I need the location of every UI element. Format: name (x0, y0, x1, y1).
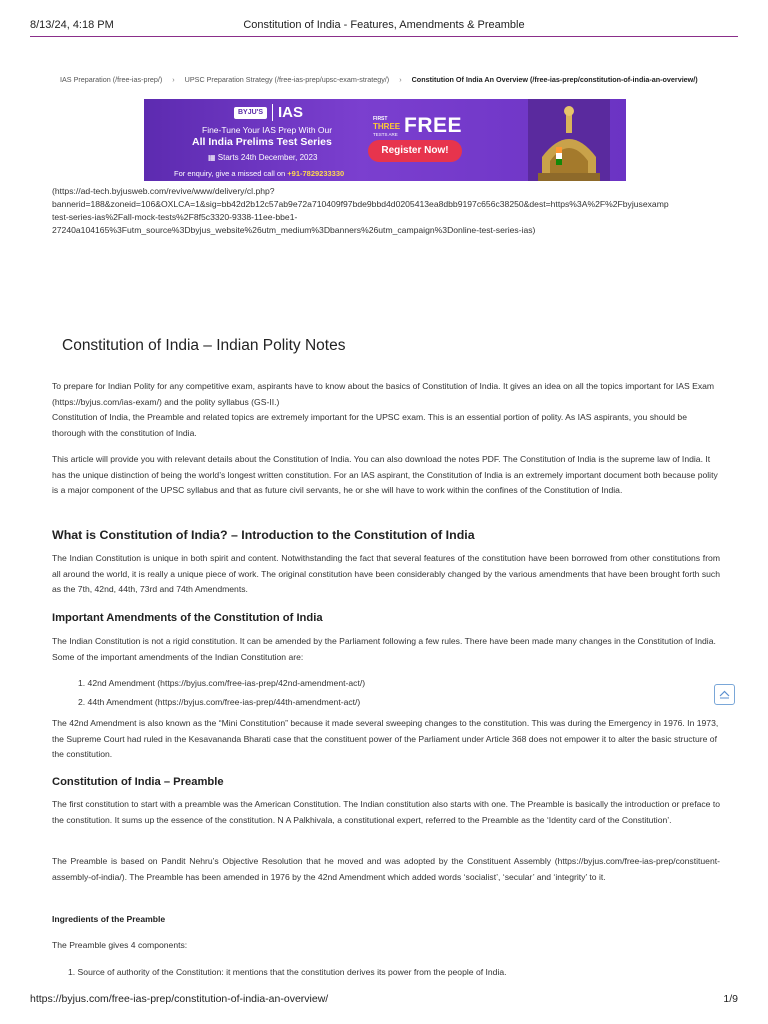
calendar-icon: ▦ (208, 153, 218, 162)
banner-logo (234, 104, 303, 121)
banner-phone: +91-7829233330 (287, 169, 345, 178)
intro-section (52, 379, 720, 441)
banner-tagline: Fine-Tune Your IAS Prep With Our (202, 125, 333, 135)
header-divider (30, 36, 738, 37)
byjus-logo: BYJU'S (234, 107, 267, 119)
preamble-paragraph-2: The Preamble is based on Pandit Nehru’s Objective Resolution that he moved and was adopted by the Constituent Assembly (https://byjus.com/free-ias-prep/constituent-assembly-of-india/). The Preamble has been amended in 1976 by the 42nd Amendment which added words ‘socialist’, ‘secular’ and ‘integrity’ to it. (52, 856, 720, 882)
what-is-constitution-paragraph: The Indian Constitution is unique in both spirit and content. Notwithstanding the fact that several features of the constitution have been borrowed from other constitutions from all around the world, it is really a unique piece of work. The original constitution have been considerably changed by the various amendments that have been brought forth such as the 7th, 42nd, 44th, 73rd and 74th Amendments. (52, 553, 720, 595)
banner-tests-label: TESTS ARE (373, 132, 398, 137)
chevron-up-icon (715, 685, 734, 704)
banner-first-label: FIRST (373, 116, 388, 122)
breadcrumb (60, 75, 698, 84)
ad-banner[interactable] (144, 99, 626, 181)
footer-url: https://byjus.com/free-ias-prep/constitution-of-india-an-overview/ (30, 993, 329, 1005)
article-title: Constitution of India – Indian Polity Notes (62, 337, 346, 354)
ingredients-list (68, 963, 507, 982)
breadcrumb-separator: › (172, 75, 175, 84)
page-number: 1/9 (723, 993, 738, 1005)
list-item[interactable]: 2. 44th Amendment (https://byjus.com/free-ias-prep/44th-amendment-act/) (78, 697, 361, 707)
intro-paragraph-2: Constitution of India, the Preamble and related topics are extremely important for the UPSC exam. This is an essential portion of polity. As IAS aspirants, you should be thorough with the constitution of India. (52, 412, 687, 438)
list-item[interactable]: 1. 42nd Amendment (https://byjus.com/free-ias-prep/42nd-amendment-act/) (78, 678, 366, 688)
ingredients-heading: Ingredients of the Preamble (52, 914, 166, 924)
amendments-paragraph: The Indian Constitution is not a rigid constitution. It can be amended by the Parliament following a few rules. There have been made many changes in the Constitution of India. Some of the important amendments of the Indian Constitution are: (52, 636, 716, 662)
preamble-heading: Constitution of India – Preamble (52, 776, 224, 788)
amendments-list (78, 674, 365, 712)
banner-headline: All India Prelims Test Series (192, 136, 332, 148)
list-item: 1. Source of authority of the Constitution: it mentions that the constitution derives its power from the people of India. (68, 967, 507, 977)
breadcrumb-separator: › (399, 75, 402, 84)
scroll-to-top-button[interactable] (714, 684, 735, 705)
breadcrumb-item-upsc-strategy[interactable]: UPSC Preparation Strategy (/free-ias-prep/upsc-exam-strategy/) (184, 75, 390, 84)
breadcrumb-current[interactable]: Constitution Of India An Overview (/free-ias-prep/constitution-of-india-an-overview/) (411, 75, 698, 84)
intro-paragraph-3: This article will provide you with relevant details about the Constitution of India. You can also download the notes PDF. The Constitution of India is the supreme law of India. It has the unique distinction of being the world’s longest written constitution. For an IAS aspirant, the Constitution of India is an extremely important document both because polity is a major component of the UPSC syllabus and that as future civil servants, he or she will have to work within the confines of the Constitution of India. (52, 454, 718, 496)
print-date: 8/13/24, 4:18 PM (30, 19, 114, 31)
preamble-paragraph-1: The first constitution to start with a preamble was the American Constitution. The Indian constitution also starts with one. The Preamble is basically the introduction or preface to the constitution. It sums up the essence of the constitution. N A Palkhivala, a constitutional expert, referred to the Preamble as the ‘Identity card of the Constitution’. (52, 799, 720, 825)
ad-link-url[interactable]: (https://ad-tech.byjusweb.com/revive/www/delivery/cl.php? bannerid=188&zoneid=106&OXLCA=1&sig=bb42d2b12c57ab9e72a710409f97bde9bbd4d0205413ea8dbb9197c656c38250&dest=https%3A%2F%2Fbyjusexamp test-series-ias%2Fall-mock-tests%2F8f5c3320-9338-11ee-bbe1- 27240a104165%3Futm_source%3Dbyjus_website%26utm_medium%3Dbanners%26utm_campaign%3Donline-test-series-ias) (52, 186, 669, 235)
what-is-constitution-heading: What is Constitution of India? – Introduction to the Constitution of India (52, 528, 475, 542)
register-now-button[interactable]: Register Now! (368, 140, 462, 162)
amendments-heading: Important Amendments of the Constitution of India (52, 612, 323, 624)
banner-free-label: FREE (404, 114, 463, 137)
amendments-paragraph-2: The 42nd Amendment is also known as the “Mini Constitution” because it made several sweeping changes to the constitution. This was during the Emergency in 1976. In 1973, the Supreme Court had ruled in the Kesavananda Bharati case that the constituent power of the Parliament under Article 368 does not empower it to alter the basic structure of the constitution. (52, 718, 719, 760)
parliament-building-image (528, 99, 610, 181)
ingredients-paragraph: The Preamble gives 4 components: (52, 940, 188, 950)
print-header (0, 0, 768, 37)
ias-logo-text: IAS (272, 104, 303, 121)
intro-paragraph-1: To prepare for Indian Polity for any competitive exam, aspirants have to know about the basics of Constitution of India. It gives an idea on all the topics important for IAS Exam (https://byjus.com/ias-exam/) and the polity syllabus (GS-II.) (52, 381, 715, 407)
banner-enquiry: For enquiry, give a missed call on +91-7829233330 (174, 169, 345, 178)
print-title: Constitution of India - Features, Amendments & Preamble (243, 19, 525, 31)
banner-three-label: THREE (373, 122, 401, 131)
breadcrumb-item-ias-preparation[interactable]: IAS Preparation (/free-ias-prep/) (60, 75, 163, 84)
banner-start-date: ▦ Starts 24th December, 2023 (208, 153, 318, 162)
